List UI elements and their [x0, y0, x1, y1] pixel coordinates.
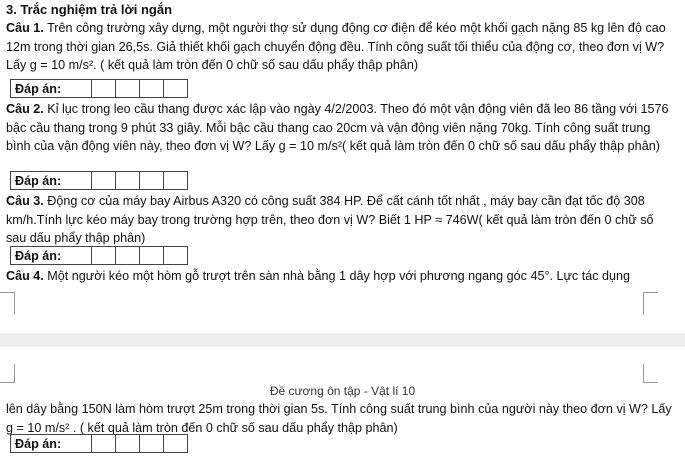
answer-cell[interactable]: [164, 80, 188, 98]
answer-label: Đáp án:: [11, 80, 92, 98]
question-1-text: Trên công trường xây dựng, một người thợ sử dụng động cơ điện để kéo một khối gạch nặng 85 kg lên độ cao 12m trong thời gian 26,5s. Giả thiết khối gạch chuyển động đều. Tính công suất tối thiểu của động cơ, theo đơn vị W? Lấy g = 10 m/s². ( kết quả làm tròn đến 0 chữ số sau dấu phẩy thập phân): [6, 21, 666, 72]
page-corner-marker: [643, 364, 658, 383]
answer-table-2: [10, 171, 188, 190]
page-corner-marker: [643, 292, 658, 315]
question-2: [6, 100, 677, 156]
answer-table-4: [10, 434, 188, 453]
answer-cell[interactable]: [92, 247, 116, 265]
page-break: [0, 333, 685, 347]
answer-table-3: [10, 246, 188, 265]
answer-cell[interactable]: [140, 247, 164, 265]
answer-cell[interactable]: [92, 80, 116, 98]
answer-label: Đáp án:: [11, 172, 92, 190]
question-4: [6, 267, 677, 286]
question-2-text: Kỉ lục trong leo cầu thang được xác lập vào ngày 4/2/2003. Theo đó một vận động viên đã leo 86 tầng với 1576 bậc cầu thang trong 9 phút 33 giây. Mỗi bậc cầu thang cao 20cm và vận động viên nặng 70kg. Tính công suất trung bình của vận động viên này, theo đơn vị W? Lấy g = 10 m/s²( kết quả làm tròn đến 0 chữ số sau dấu phẩy thập phân): [6, 102, 669, 153]
question-3-text: Động cơ của máy bay Airbus A320 có công suất 384 HP. Để cất cánh tốt nhất , máy bay cần đạt tốc độ 308 km/h.Tính lực kéo máy bay trong trường hợp trên, theo đơn vị W? Biết 1 HP ≈ 746W( kết quả làm tròn đến 0 chữ số sau dấu phẩy thập phân): [6, 194, 654, 245]
answer-cell[interactable]: [92, 172, 116, 190]
answer-cell[interactable]: [140, 80, 164, 98]
answer-label: Đáp án:: [11, 247, 92, 265]
answer-cell[interactable]: [92, 435, 116, 453]
question-4-label: Câu 4.: [6, 269, 44, 283]
answer-table-1: [10, 79, 188, 98]
answer-cell[interactable]: [164, 172, 188, 190]
page-corner-marker: [0, 364, 15, 383]
answer-cell[interactable]: [116, 80, 140, 98]
question-1: [6, 19, 677, 75]
answer-cell[interactable]: [164, 435, 188, 453]
answer-cell[interactable]: [140, 435, 164, 453]
question-2-label: Câu 2.: [6, 102, 44, 116]
page-header-title: Đề cương ôn tập - Vật lí 10: [269, 384, 416, 398]
answer-label: Đáp án:: [11, 435, 92, 453]
question-4-continuation: lên dây bằng 150N làm hòm trượt 25m trong thời gian 5s. Tính công suất trung bình của người này theo đơn vị W? Lấy g = 10 m/s² . ( kết quả làm tròn đến 0 chữ số sau dấu phẩy thập phân): [6, 402, 672, 435]
answer-cell[interactable]: [116, 247, 140, 265]
question-1-label: Câu 1.: [6, 21, 44, 35]
section-heading: 3. Trắc nghiệm trả lời ngắn: [6, 2, 173, 17]
answer-cell[interactable]: [116, 172, 140, 190]
answer-cell[interactable]: [164, 247, 188, 265]
question-3: [6, 192, 677, 248]
answer-cell[interactable]: [140, 172, 164, 190]
question-3-label: Câu 3.: [6, 194, 44, 208]
answer-cell[interactable]: [116, 435, 140, 453]
page-corner-marker: [0, 292, 15, 315]
question-4-text: Một người kéo một hòm gỗ trượt trên sàn nhà bằng 1 dây hợp với phương ngang góc 45°. Lực tác dụng: [43, 269, 631, 283]
